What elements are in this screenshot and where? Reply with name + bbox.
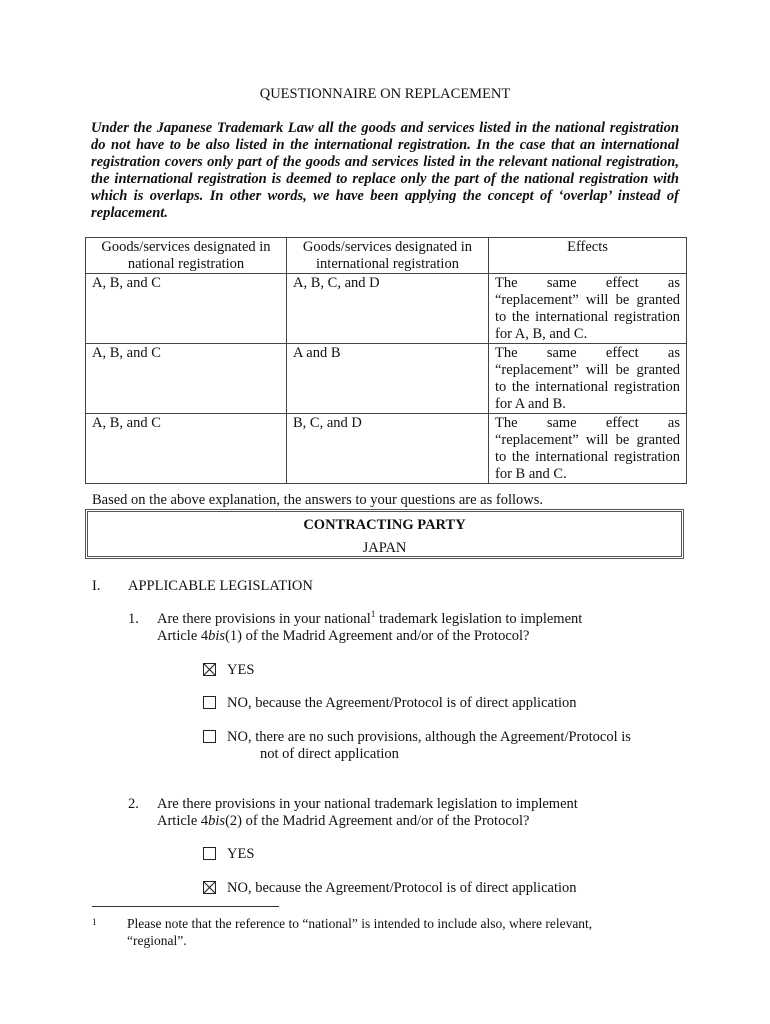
column-header-effects: Effects	[489, 238, 687, 274]
q2-line2-b: (2) of the Madrid Agreement and/or of the Protocol?	[225, 813, 530, 829]
cell-effect: The same effect as “replacement” will be granted to the international registration for A, B, and C.	[489, 274, 687, 344]
section-number: I.	[92, 578, 101, 594]
checkbox[interactable]	[203, 663, 216, 676]
footnote-separator	[92, 906, 279, 907]
column-header-international: Goods/services designated in international registration	[287, 238, 489, 274]
q2-option-no-direct[interactable]	[203, 880, 577, 897]
q1-line1-a: Are there provisions in your national	[157, 611, 371, 627]
q1-option-no-provisions[interactable]	[203, 729, 631, 763]
q1-line2-a: Article 4	[157, 628, 209, 644]
q1-line2-b: (1) of the Madrid Agreement and/or of the Protocol?	[225, 628, 530, 644]
cell-effect: The same effect as “replacement” will be granted to the international registration for A and B.	[489, 344, 687, 414]
question-1-number: 1.	[128, 611, 139, 627]
contracting-party-box	[85, 509, 684, 559]
q1-option-no-direct[interactable]	[203, 695, 577, 712]
table-header-row	[86, 238, 687, 274]
cell-national: A, B, and C	[86, 414, 287, 484]
q1-line1-b: trademark legislation to implement	[375, 611, 583, 627]
option-label: NO, there are no such provisions, although the Agreement/Protocol is	[227, 729, 631, 745]
table-row	[86, 274, 687, 344]
question-1-text	[157, 611, 677, 645]
q1-option-yes[interactable]	[203, 662, 254, 679]
q2-line2-bis: bis	[208, 813, 226, 829]
q1-line2-bis: bis	[208, 628, 226, 644]
q2-option-yes[interactable]	[203, 846, 254, 863]
cell-international: A and B	[287, 344, 489, 414]
checkmark-x-icon	[204, 882, 215, 893]
section-title: APPLICABLE LEGISLATION	[128, 578, 313, 594]
option-label-continued: not of direct application	[260, 746, 399, 762]
table-row	[86, 414, 687, 484]
footnote-text: Please note that the reference to “national” is intended to include also, where relevant, “regional”.	[127, 916, 593, 948]
document-title: QUESTIONNAIRE ON REPLACEMENT	[259, 86, 511, 102]
table-row	[86, 344, 687, 414]
checkmark-x-icon	[204, 664, 215, 675]
question-2-text	[157, 796, 677, 830]
cell-effect: The same effect as “replacement” will be granted to the international registration for B and C.	[489, 414, 687, 484]
footnote-reference: 1	[370, 609, 376, 619]
q2-line2-a: Article 4	[157, 813, 209, 829]
option-label: NO, because the Agreement/Protocol is of direct application	[227, 880, 577, 896]
checkbox[interactable]	[203, 696, 216, 709]
cell-international: B, C, and D	[287, 414, 489, 484]
cell-national: A, B, and C	[86, 344, 287, 414]
q2-line1: Are there provisions in your national trademark legislation to implement	[157, 796, 578, 812]
contracting-party-label: CONTRACTING PARTY	[303, 517, 466, 533]
intro-paragraph: Under the Japanese Trademark Law all the goods and services listed in the national registration do not have to be also listed in the international registration. In the case that an international registration covers only part of the goods and services listed in the relevant national registration, the international registration is deemed to replace only the part of the national registration with which is overlaps. In other words, we have been applying the concept of ‘overlap’ instead of replacement.	[91, 120, 679, 221]
checkbox[interactable]	[203, 847, 216, 860]
checkbox[interactable]	[203, 730, 216, 743]
question-2-number: 2.	[128, 796, 139, 812]
cell-national: A, B, and C	[86, 274, 287, 344]
option-label: NO, because the Agreement/Protocol is of direct application	[227, 695, 577, 711]
footnote-mark: 1	[92, 917, 97, 927]
option-label: YES	[227, 846, 255, 862]
based-on-text: Based on the above explanation, the answers to your questions are as follows.	[92, 492, 544, 508]
contracting-party-value: JAPAN	[362, 540, 407, 556]
option-label: YES	[227, 662, 255, 678]
column-header-national: Goods/services designated in national registration	[86, 238, 287, 274]
cell-international: A, B, C, and D	[287, 274, 489, 344]
replacement-table	[85, 237, 687, 484]
checkbox[interactable]	[203, 881, 216, 894]
